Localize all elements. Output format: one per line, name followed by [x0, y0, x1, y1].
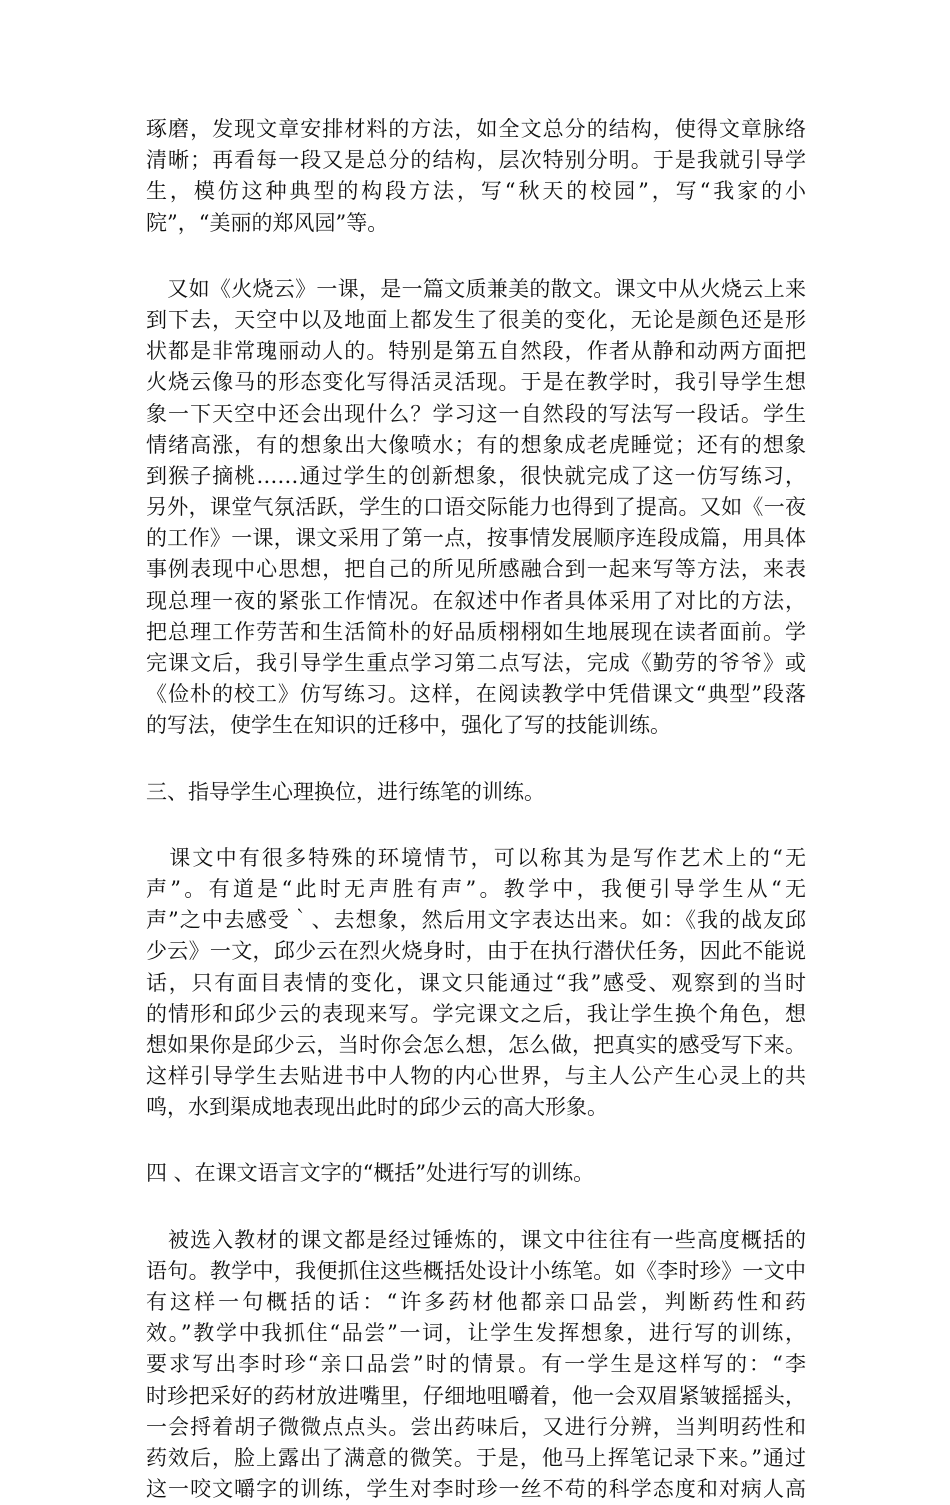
text-line: 语句。教学中，我便抓住这些概括处设计小练笔。如《李时珍》一文中	[146, 1258, 806, 1283]
text-line: 院”，“美丽的郑风园”等。	[146, 210, 389, 235]
text-line: 鸣，水到渠成地表现出此时的邱少云的高大形象。	[146, 1095, 608, 1120]
text-line: 到猴子摘桃……通过学生的创新想象，很快就完成了这一仿写练习，	[146, 463, 806, 488]
text-line: 的写法，使学生在知识的迁移中，强化了写的技能训练。	[146, 713, 671, 738]
text-line: 要求写出李时珍“亲口品尝”时的情景。有一学生是这样写的：“李	[146, 1352, 806, 1377]
text-line: 药效后，脸上露出了满意的微笑。于是，他马上挥笔记录下来。”通过	[146, 1445, 806, 1470]
text-line: 这一咬文嚼字的训练，学生对李时珍一丝不苟的科学态度和对病人高	[146, 1477, 806, 1502]
text-line: 声”之中去感受｀、去想象，然后用文字表达出来。如：《我的战友邱	[146, 908, 806, 933]
section-heading-4	[146, 1158, 806, 1189]
text-line: 生，模仿这种典型的构段方法，写“秋天的校园”，写“我家的小	[146, 179, 806, 204]
text-line: 有这样一句概括的话：“许多药材他都亲口品尝，判断药性和药	[146, 1290, 806, 1314]
text-line: 到下去，天空中以及地面上都发生了很美的变化，无论是颜色还是形	[146, 307, 806, 332]
text-line: 想如果你是邱少云，当时你会怎么想，怎么做，把真实的感受写下来。	[146, 1032, 806, 1057]
text-line: 的情形和邱少云的表现来写。学完课文之后，我让学生换个角色，想	[146, 1001, 806, 1026]
text-line: 完课文后，我引导学生重点学习第二点写法，完成《勤劳的爷爷》或	[146, 651, 806, 675]
text-line: 少云》一文，邱少云在烈火烧身时，由于在执行潜伏任务，因此不能说	[146, 939, 806, 964]
section-heading-3	[146, 777, 806, 808]
paragraph-fire-clouds	[146, 274, 806, 742]
text-line: 另外，课堂气氛活跃，学生的口语交际能力也得到了提高。又如《一夜	[146, 495, 806, 520]
paragraph-structure-summary	[146, 114, 806, 239]
text-line: 情绪高涨，有的想象出大像喷水；有的想象成老虎睡觉；还有的想象	[146, 432, 806, 457]
text-line: 琢磨，发现文章安排材料的方法，如全文总分的结构，使得文章脉络	[146, 117, 806, 141]
text-line: 声”。有道是“此时无声胜有声”。教学中，我便引导学生从“无	[146, 876, 806, 901]
text-line: 时珍把采好的药材放进嘴里，仔细地咀嚼着，他一会双眉紧皱摇摇头，	[146, 1383, 806, 1408]
text-line: 课文中有很多特殊的环境情节，可以称其为是写作艺术上的“无	[146, 845, 806, 870]
text-line: 一会捋着胡子微微点点头。尝出药味后，又进行分辨，当判明药性和	[146, 1414, 806, 1439]
text-line: 又如《火烧云》一课，是一篇文质兼美的散文。课文中从火烧云上来	[146, 276, 806, 301]
text-line: 《俭朴的校工》仿写练习。这样，在阅读教学中凭借课文“典型”段落	[146, 682, 806, 707]
paragraph-silent-sound	[146, 843, 806, 1124]
text-line: 火烧云像马的形态变化写得活灵活现。于是在教学时，我引导学生想	[146, 370, 806, 395]
text-line: 的工作》一课，课文采用了第一点，按事情发展顺序连段成篇，用具体	[146, 526, 806, 551]
paragraph-summary-sentences	[146, 1225, 806, 1505]
text-line: 效。”教学中我抓住“品尝”一词，让学生发挥想象，进行写的训练，	[146, 1321, 806, 1346]
text-line: 现总理一夜的紧张工作情况。在叙述中作者具体采用了对比的方法，	[146, 588, 806, 613]
text-line: 状都是非常瑰丽动人的。特别是第五自然段，作者从静和动两方面把	[146, 339, 806, 364]
section-heading: 四 、在课文语言文字的“概括”处进行写的训练。	[146, 1161, 595, 1186]
document-page	[146, 114, 806, 1505]
text-line: 把总理工作劳苦和生活简朴的好品质栩栩如生地展现在读者面前。学	[146, 619, 806, 644]
text-line: 事例表现中心思想，把自己的所见所感融合到一起来写等方法，来表	[146, 557, 806, 582]
text-line: 清晰；再看每一段又是总分的结构，层次特别分明。于是我就引导学	[146, 148, 806, 173]
text-line: 这样引导学生去贴进书中人物的内心世界，与主人公产生心灵上的共	[146, 1064, 806, 1089]
text-line: 被选入教材的课文都是经过锤炼的，课文中往往有一些高度概括的	[146, 1227, 806, 1252]
text-line: 象一下天空中还会出现什么？学习这一自然段的写法写一段话。学生	[146, 401, 806, 426]
text-line: 话，只有面目表情的变化，课文只能通过“我”感受、观察到的当时	[146, 970, 806, 995]
section-heading: 三、指导学生心理换位，进行练笔的训练。	[146, 779, 545, 804]
